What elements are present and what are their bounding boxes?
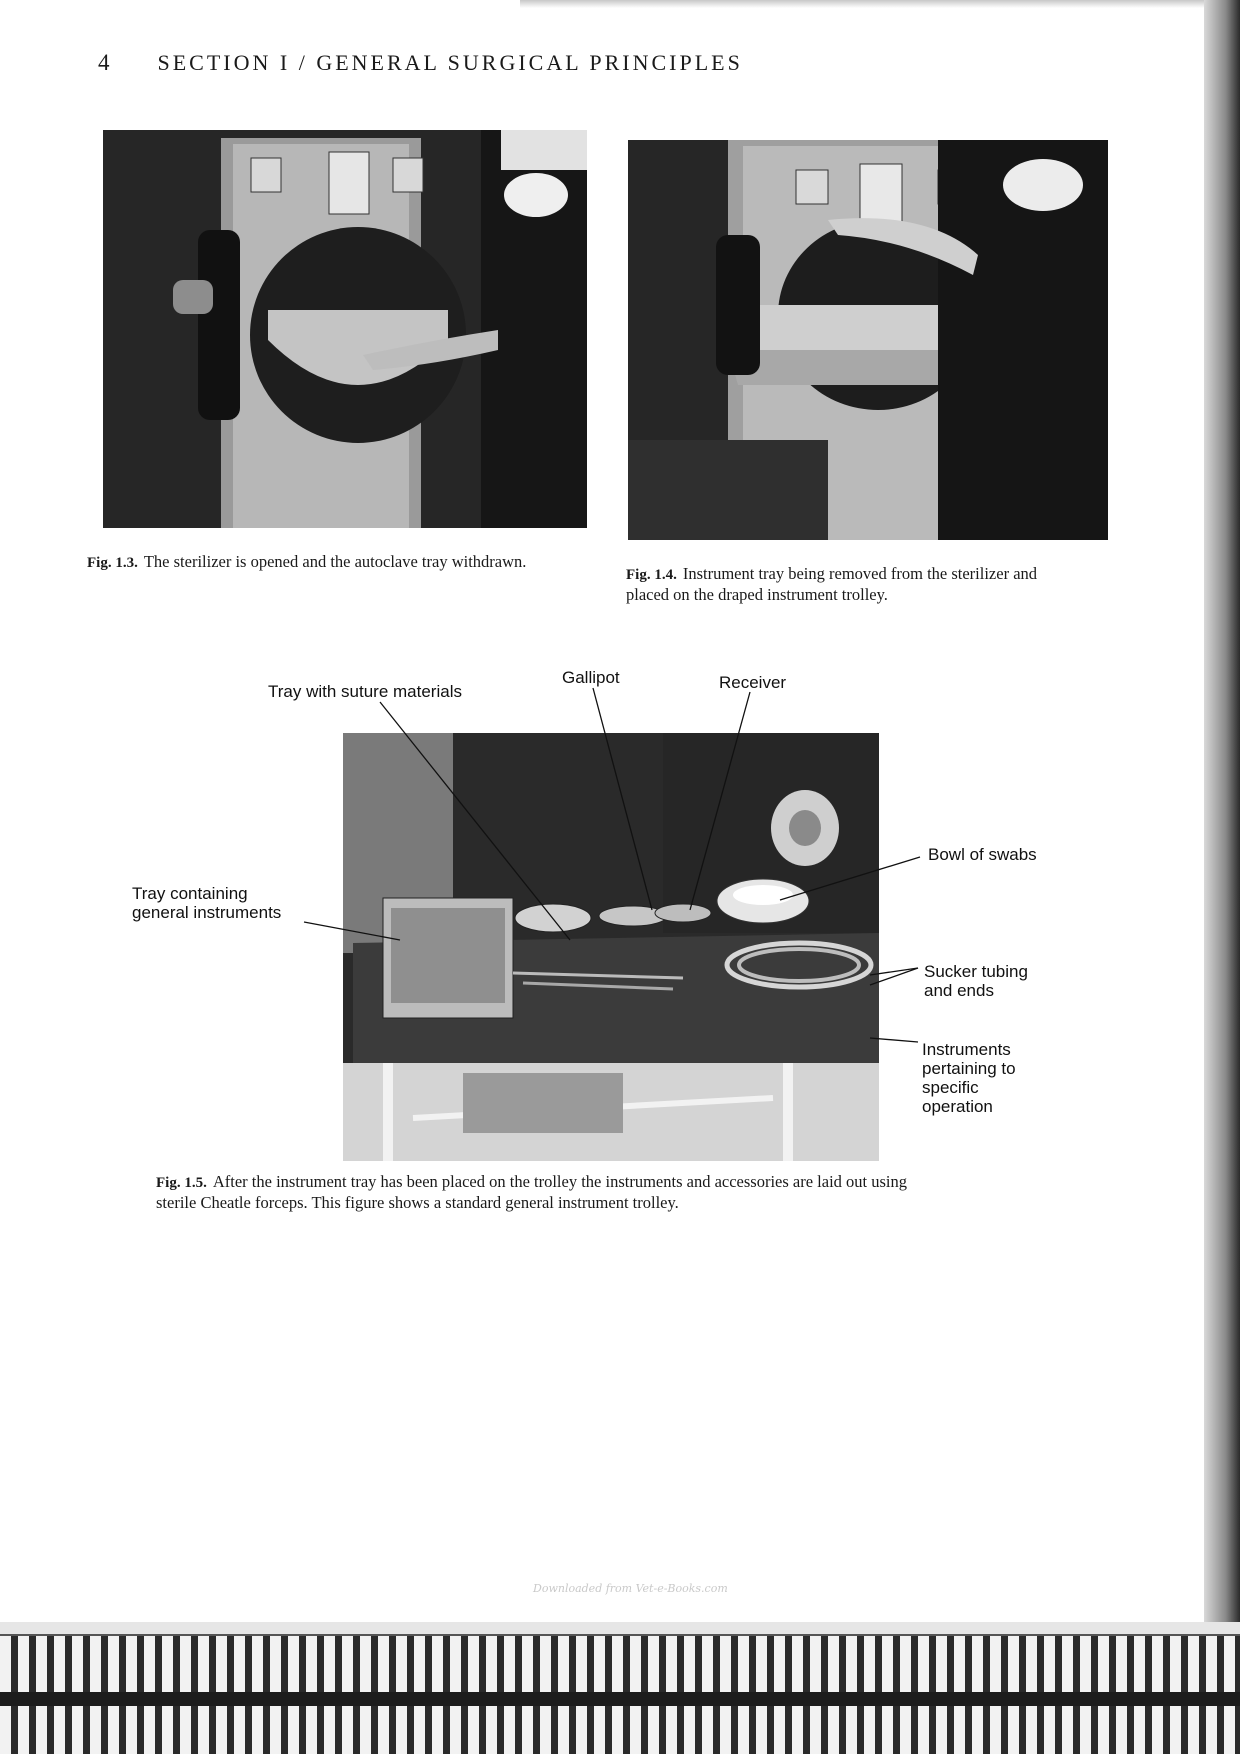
label-tray-general-instruments: [132, 884, 281, 922]
fig-1-4-caption-line2: placed on the draped instrument trolley.: [626, 585, 888, 604]
fig-1-3-number: Fig. 1.3.: [87, 555, 138, 571]
fig-1-4-photo: [628, 140, 1108, 540]
fig-1-4-caption: [626, 564, 1126, 604]
label-tray-suture-materials: Tray with suture materials: [268, 682, 462, 701]
label-receiver: Receiver: [719, 673, 787, 692]
label-sucker-line1: Sucker tubing: [924, 962, 1028, 981]
label-instr-line3: specific: [922, 1078, 979, 1097]
label-gallipot: Gallipot: [562, 668, 620, 687]
section-title: SECTION I / GENERAL SURGICAL PRINCIPLES: [157, 50, 743, 75]
label-instruments-specific: [922, 1040, 1016, 1116]
page-edge-shadow: [1204, 0, 1240, 1754]
watermark: Downloaded from Vet-e-Books.com: [533, 1582, 728, 1595]
page-number: 4: [98, 50, 110, 75]
fig-1-5-photo: [343, 733, 879, 1161]
running-head: [98, 50, 743, 76]
label-tray-general-line2: general instruments: [132, 903, 282, 922]
fig-1-5-caption: [156, 1172, 1056, 1212]
fig-1-3-photo: [103, 130, 587, 528]
fig-1-3-caption: [87, 552, 607, 573]
label-tray-general-line1: Tray containing: [132, 884, 248, 903]
label-instr-line4: operation: [922, 1097, 993, 1116]
fig-1-4-number: Fig. 1.4.: [626, 567, 677, 583]
label-sucker-line2: and ends: [924, 981, 994, 1000]
fig-1-4-caption-line1: Instrument tray being removed from the sterilizer and: [682, 564, 1038, 583]
label-instr-line2: pertaining to: [922, 1059, 1016, 1078]
label-sucker-tubing: [924, 962, 1028, 1000]
fig-1-5-number: Fig. 1.5.: [156, 1175, 207, 1191]
page-edge-top: [520, 0, 1220, 8]
label-bowl-of-swabs: Bowl of swabs: [928, 845, 1037, 864]
scanner-bottom-band: [0, 1622, 1240, 1754]
fig-1-5-caption-line2: sterile Cheatle forceps. This figure shows a standard general instrument trolley.: [156, 1193, 679, 1212]
fig-1-3-caption-text: The sterilizer is opened and the autoclave tray withdrawn.: [143, 552, 527, 571]
label-instr-line1: Instruments: [922, 1040, 1011, 1059]
fig-1-5-caption-line1: After the instrument tray has been placed on the trolley the instruments and accessories are laid out using: [212, 1172, 908, 1191]
